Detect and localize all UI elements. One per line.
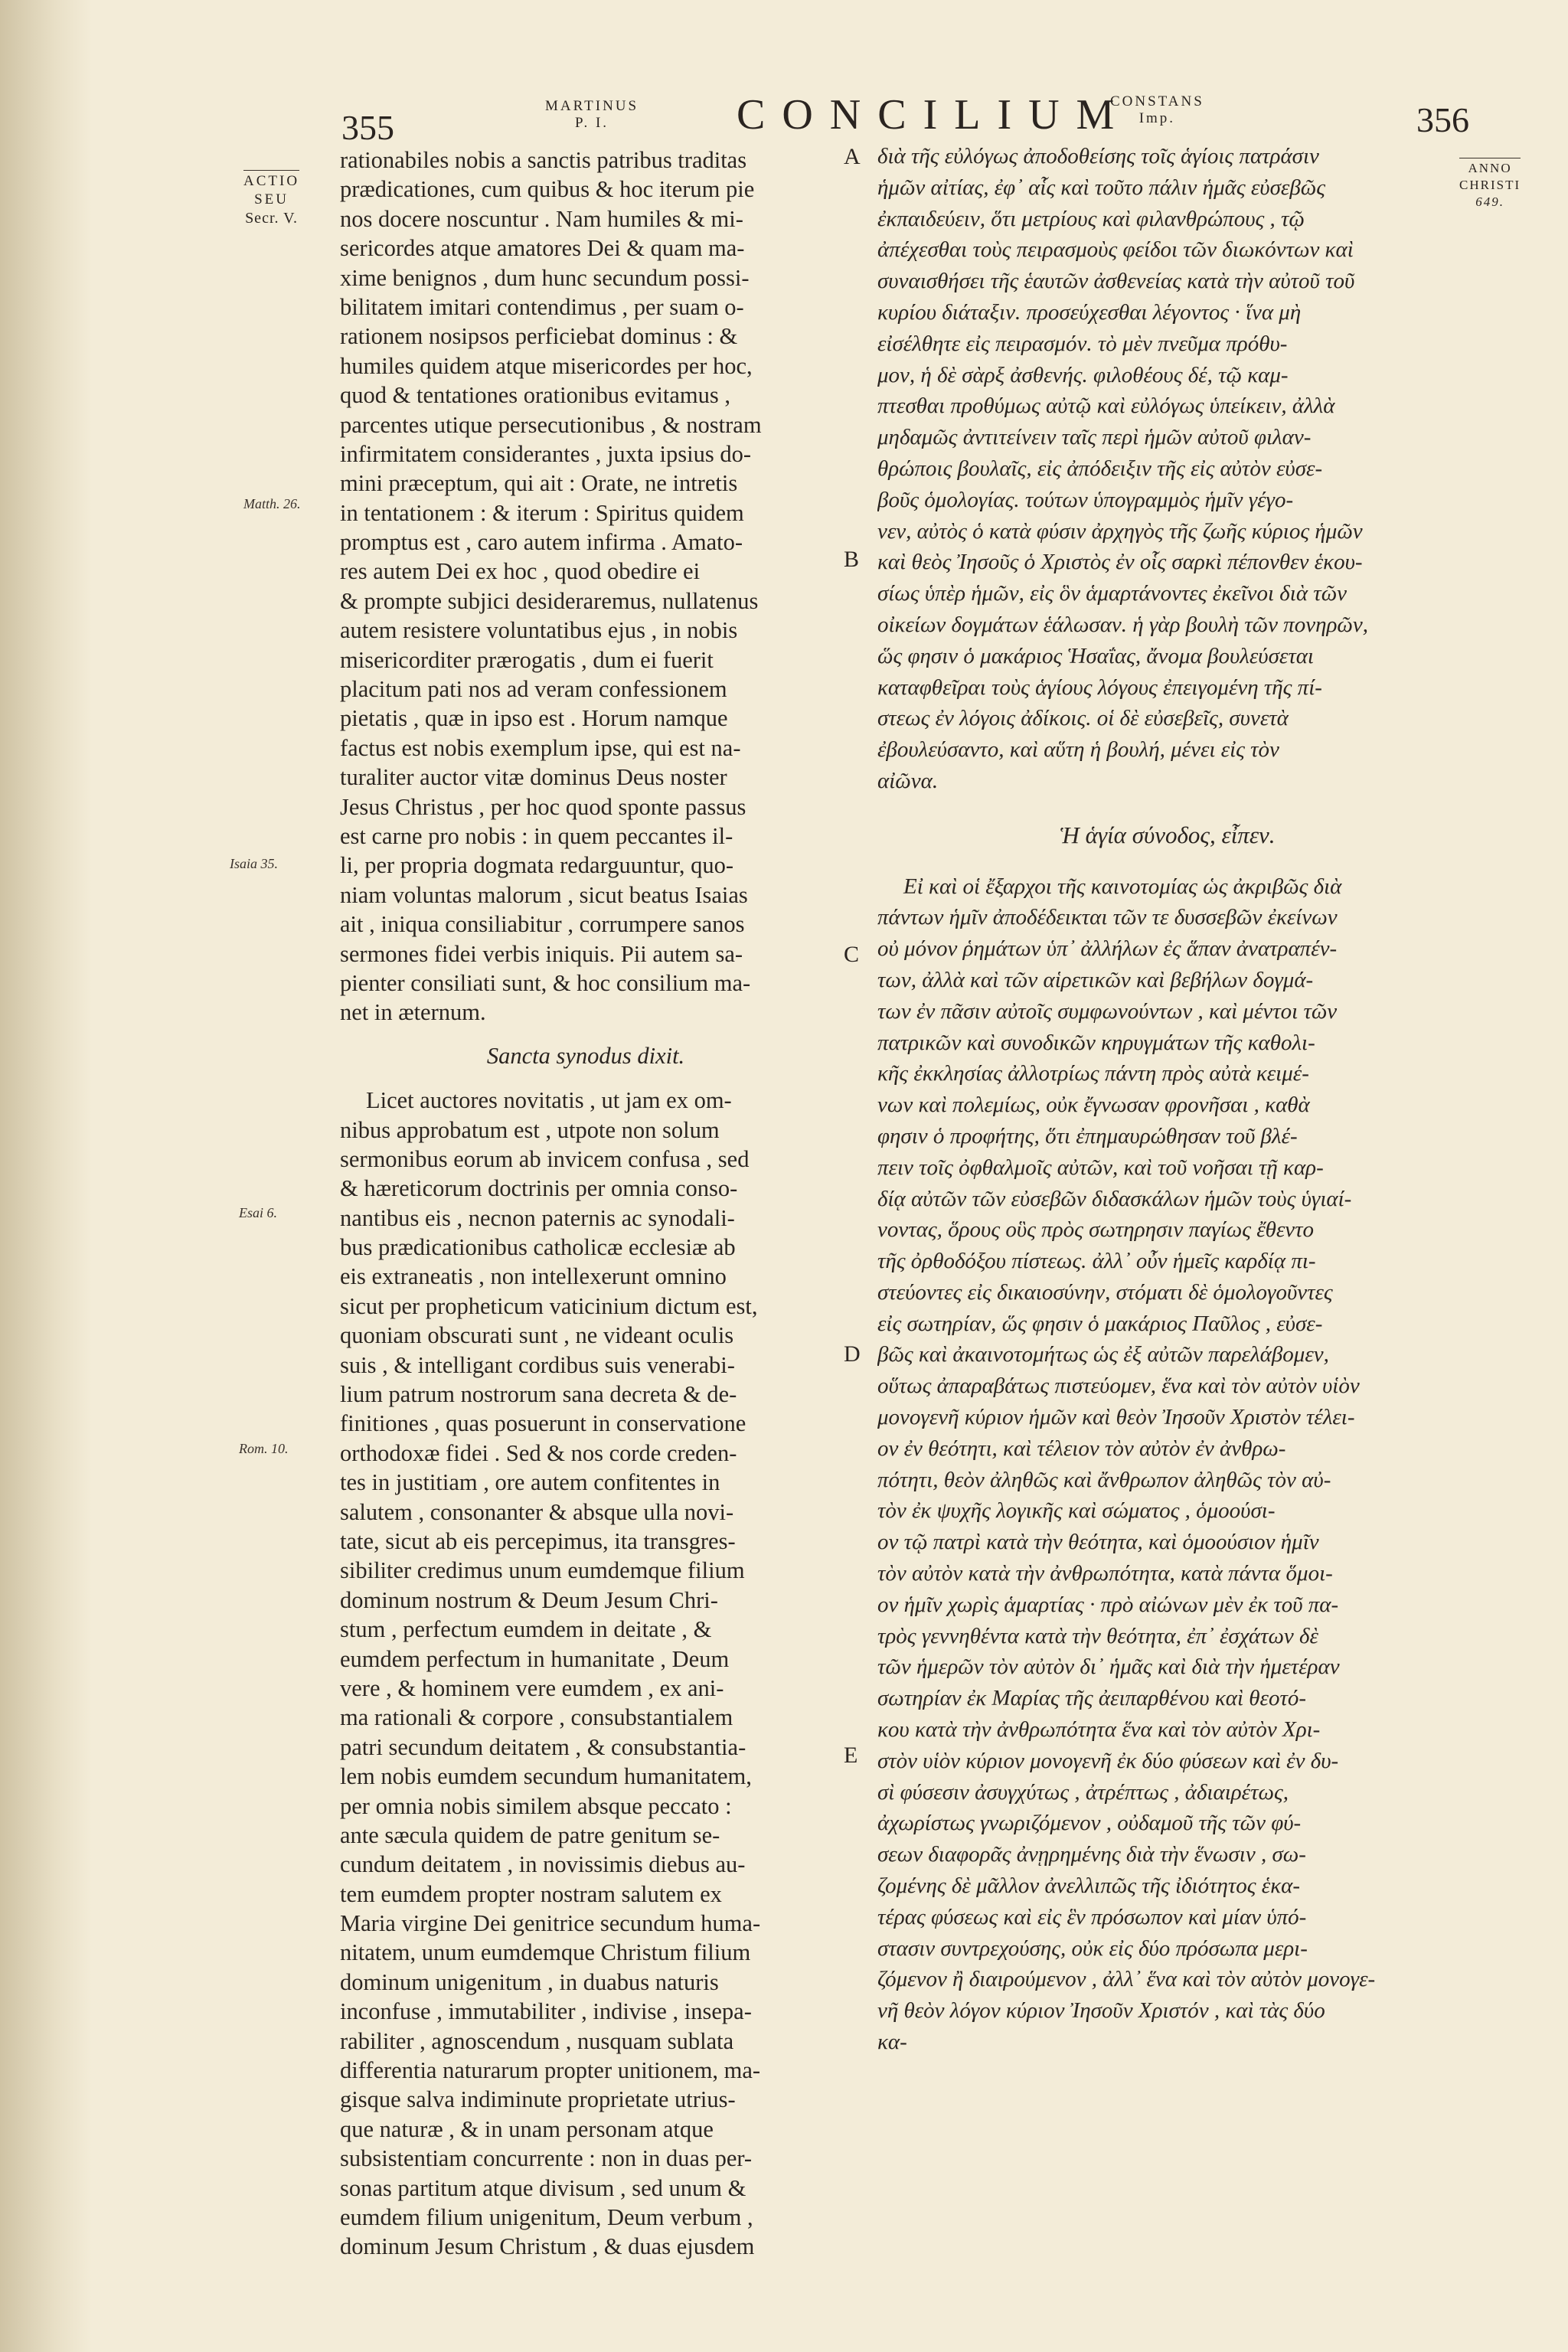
text-line: per omnia nobis similem absque peccato : <box>340 1792 732 1819</box>
text-line: κου κατὰ τὴν ἀνθρωπότητα ἕνα καὶ τὸν αὐτὸν Χρι- <box>877 1717 1321 1743</box>
text-line: que naturæ , & in unam personam atque <box>340 2115 714 2142</box>
text-line: διὰ τῆς εὐλόγως ἀποδοθείσης τοῖς ἁγίοις πατράσιν <box>877 144 1319 168</box>
text-line: dominum Jesum Christum , & duas ejusdem <box>340 2233 755 2260</box>
text-line: xime benignos , dum hunc secundum possi- <box>340 264 750 291</box>
text-line: dominum nostrum & Deum Jesum Chri- <box>340 1586 718 1613</box>
text-line: humiles quidem atque misericordes per hoc, <box>340 352 753 379</box>
text-line: κῆς ἐκκλησίας ἀλλοτρίως πάντη πρὸς αὐτὰ κειμέ- <box>877 1061 1309 1086</box>
text-line: οἰκείων δογμάτων ἑάλωσαν. ἡ γὰρ βουλὴ τῶν πονηρῶν, <box>877 612 1368 637</box>
text-line: ζομένης δὲ μᾶλλον ἀνελλιπῶς τῆς ἰδιότητος ἑκα- <box>877 1873 1301 1899</box>
text-line: & hæreticorum doctrinis per omnia conso- <box>340 1175 738 1202</box>
running-head-right-line1: CONSTANS <box>1110 93 1204 109</box>
binding-gutter <box>0 0 92 2352</box>
margin-note-rom: Rom. 10. <box>239 1441 289 1456</box>
text-line: βοῦς ὁμολογίας. τούτων ὑπογραμμὸς ἡμῖν γέγο- <box>877 487 1294 512</box>
text-line: ἡμῶν αἰτίας, ἐφ᾽ αἷς καὶ τοῦτο πάλιν ἡμᾶς εὐσεβῶς <box>877 175 1326 200</box>
latin-column <box>340 145 831 2262</box>
page-title: CONCILIUM <box>737 91 1132 139</box>
text-line: πάντων ἡμῖν ἀποδέδεικται τῶν τε δυσσεβῶν ἐκείνων <box>877 905 1338 930</box>
text-line: ὥς φησιν ὁ μακάριος Ἡσαΐας, ἄνομα βουλεύσεται <box>877 643 1314 668</box>
text-line: ζόμενον ἢ διαιρούμενον , ἀλλ᾽ ἕνα καὶ τὸν αὐτὸν μονογε- <box>877 1967 1376 1992</box>
text-line: Jesus Christus , per hoc quod sponte passus <box>340 793 746 820</box>
text-line: pietatis , quæ in ipso est . Horum namque <box>340 705 728 732</box>
text-line: καταφθεῖραι τοὺς ἁγίους λόγους ἐπειγομένη τῆς πί- <box>877 675 1322 700</box>
text-line: patri secundum deitatem , & consubstantia- <box>340 1733 746 1760</box>
text-line: ma rationali & corpore , consubstantialem <box>340 1704 733 1731</box>
running-head-right <box>1110 93 1204 127</box>
text-line: vere , & hominem vere eumdem , ex ani- <box>340 1674 724 1701</box>
text-line: νοντας, ὅρους οὓς πρὸς σωτηρησιν παγίως ἔθεντο <box>877 1217 1315 1243</box>
text-line: rationabiles nobis a sanctis patribus traditas <box>340 147 747 173</box>
text-line: δίᾳ αὐτῶν τῶν εὐσεβῶν διδασκάλων ἡμῶν τοὺς ὑγιαί- <box>877 1186 1352 1211</box>
text-line: cundum deitatem , in novissimis diebus au- <box>340 1851 746 1878</box>
text-line: καὶ θεὸς Ἰησοῦς ὁ Χριστὸς ἐν οἷς σαρκὶ πέπονθεν ἑκου- <box>877 550 1363 575</box>
text-line: suis , & intelligant cordibus suis venerabi- <box>340 1351 735 1378</box>
text-line: orthodoxæ fidei . Sed & nos corde creden- <box>340 1439 737 1466</box>
latin-paragraph-2 <box>340 1086 831 2262</box>
text-line: bilitatem imitari contendimus , per suam o- <box>340 293 744 320</box>
text-line: ον ἐν θεότητι, καὶ τέλειον τὸν αὐτὸν ἐν ἀνθρω- <box>877 1436 1286 1461</box>
text-line: sericordes atque amatores Dei & quam ma- <box>340 235 745 262</box>
margin-note-isaia: Isaia 35. <box>230 856 278 871</box>
text-line: stum , perfectum eumdem in deitate , & <box>340 1616 712 1643</box>
text-line: autem resistere voluntatibus ejus , in nobis <box>340 617 738 644</box>
text-line: mini præceptum, qui ait : Orate, ne intretis <box>340 470 738 497</box>
text-line: ante sæcula quidem de patre genitum se- <box>340 1821 720 1848</box>
anno-line3: 649. <box>1475 194 1504 209</box>
page-number-right: 356 <box>1416 100 1469 139</box>
text-line: lium patrum nostrorum sana decreta & de- <box>340 1381 737 1408</box>
text-line: gisque salva indiminute proprietate utrius- <box>340 2086 736 2113</box>
actio-line1: ACTIO <box>243 170 299 191</box>
text-line: στὸν υἱὸν κύριον μονογενῆ ἐκ δύο φύσεων καὶ ἐν δυ- <box>877 1748 1339 1773</box>
text-line: σωτηρίαν ἐκ Μαρίας τῆς ἀειπαρθένου καὶ θεοτό- <box>877 1686 1306 1711</box>
text-line: μον, ἡ δὲ σὰρξ ἀσθενής. φιλοθέους δέ, τῷ καμ- <box>877 362 1289 387</box>
text-line: τρὸς γεννηθέντα κατὰ τὴν θεότητα, ἐπ᾽ ἐσχάτων δὲ <box>877 1623 1318 1648</box>
anno-line2: CHRISTI <box>1459 178 1521 192</box>
text-line: sonas partitum atque divisum , sed unum & <box>340 2174 746 2201</box>
text-line: tate, sicut ab eis percepimus, ita transgres- <box>340 1527 736 1554</box>
text-line: εἰσέλθητε εἰς πειρασμόν. τὸ μὲν πνεῦμα πρόθυ- <box>877 331 1288 356</box>
text-line: ait , iniqua consiliabitur , corrumpere sanos <box>340 911 745 938</box>
text-line: νεν, αὐτὸς ὁ κατὰ φύσιν ἀρχηγὸς τῆς ζωῆς κύριος ἡμῶν <box>877 518 1363 544</box>
text-line: ἀχωρίστως γνωριζόμενον , οὐδαμοῦ τῆς τῶν φύ- <box>877 1811 1302 1836</box>
margin-note-esai: Esai 6. <box>239 1205 278 1220</box>
text-line: & prompte subjici desideraremus, nullatenus <box>340 587 759 614</box>
text-line: μονογενῆ κύριον ἡμῶν καὶ θεὸν Ἰησοῦν Χριστὸν τέλει- <box>877 1405 1355 1430</box>
text-line: lem nobis eumdem secundum humanitatem, <box>340 1763 752 1790</box>
text-line: rabiliter , agnoscendum , nusquam sublata <box>340 2027 734 2054</box>
section-letter-b: B <box>844 547 860 572</box>
greek-paragraph-2 <box>877 871 1458 2058</box>
text-line: subsistentiam concurrente : non in duas per- <box>340 2145 753 2172</box>
text-line: nitatem, unum eumdemque Christum filium <box>340 1939 751 1966</box>
anno-margin-label <box>1459 158 1521 211</box>
text-line: τέρας φύσεως καὶ εἰς ἓν πρόσωπον καὶ μίαν ὑπό- <box>877 1904 1307 1929</box>
text-line: ἀπέχεσθαι τοὺς πειρασμοὺς φείδοι τῶν διωκόντων καὶ <box>877 237 1354 263</box>
running-head-left-line2: P. I. <box>575 115 609 131</box>
running-head-right-line2: Imp. <box>1138 110 1176 126</box>
text-line: placitum pati nos ad veram confessionem <box>340 676 727 703</box>
text-line: βῶς καὶ ἀκαινοτομήτως ὡς ἐξ αὐτῶν παρελάβομεν, <box>877 1342 1329 1367</box>
text-line: infirmitatem considerantes , juxta ipsius do- <box>340 440 752 467</box>
text-line: parcentes utique persecutionibus , & nostram <box>340 411 762 438</box>
text-line: των, ἀλλὰ καὶ τῶν αἱρετικῶν καὶ βεβήλων δογμά- <box>877 967 1314 992</box>
text-line: Εἰ καὶ οἱ ἔξαρχοι τῆς καινοτομίας ὡς ἀκριβῶς διὰ <box>903 874 1342 899</box>
text-line: ον ἡμῖν χωρὶς ἁμαρτίας · πρὸ αἰώνων μὲν ἐκ τοῦ πα- <box>877 1592 1339 1617</box>
text-line: συναισθήσει τῆς ἑαυτῶν ἀσθενείας κατὰ τὴν αὐτοῦ τοῦ <box>877 269 1355 294</box>
latin-paragraph-1 <box>340 145 831 1027</box>
text-line: nos docere noscuntur . Nam humiles & mi- <box>340 205 743 232</box>
text-line: turaliter auctor vitæ dominus Deus noster <box>340 764 727 791</box>
text-line: rationem nosipsos perficiebat dominus : & <box>340 323 738 350</box>
text-line: ἐβουλεύσαντο, καὶ αὕτη ἡ βουλή, μένει εἰς τὸν <box>877 737 1279 763</box>
actio-line2: SEU <box>254 191 289 207</box>
text-line: eumdem filium unigenitum, Deum verbum , <box>340 2203 753 2230</box>
anno-line1: ANNO <box>1468 161 1512 175</box>
section-letter-d: D <box>844 1341 861 1367</box>
text-line: στεως ἐν λόγοις ἀδίκοις. οἱ δὲ εὐσεβεῖς, συνετὰ <box>877 706 1289 731</box>
text-line: nibus approbatum est , utpote non solum <box>340 1116 720 1143</box>
text-line: sibiliter credimus unum eumdemque filium <box>340 1557 745 1584</box>
text-line: στεύοντες εἰς δικαιοσύνην, στόματι δὲ ὁμολογοῦντες <box>877 1279 1333 1305</box>
text-line: sermones fidei verbis iniquis. Pii autem sa- <box>340 940 743 967</box>
text-line: pienter consiliati sunt, & hoc consilium ma- <box>340 969 751 996</box>
text-line: νῆ θεὸν λόγον κύριον Ἰησοῦν Χριστόν , καὶ τὰς δύο <box>877 1998 1325 2024</box>
text-line: li, per propria dogmata redarguuntur, quo- <box>340 852 734 879</box>
text-line: τῶν ἡμερῶν τὸν αὐτὸν δι᾽ ἡμᾶς καὶ διὰ τὴν ἡμετέραν <box>877 1655 1340 1680</box>
text-line: κυρίου διάταξιν. προσεύχεσθαι λέγοντος · ἵνα μὴ <box>877 299 1302 325</box>
section-letter-a: A <box>844 144 861 169</box>
text-line: των ἐν πᾶσιν αὐτοῖς συμφωνούντων , καὶ μέντοι τῶν <box>877 998 1338 1024</box>
text-line: τὸν ἐκ ψυχῆς λογικῆς καὶ σώματος , ὁμοούσι- <box>877 1498 1276 1524</box>
text-line: quod & tentationes orationibus evitamus , <box>340 382 730 409</box>
text-line: nantibus eis , necnon paternis ac synodali- <box>340 1204 735 1231</box>
text-line: φησιν ὁ προφήτης, ὅτι ἐπημαυρώθησαν τοῦ βλέ- <box>877 1123 1298 1148</box>
text-line: promptus est , caro autem infirma . Amato- <box>340 529 743 556</box>
text-line: πατρικῶν καὶ συνοδικῶν κηρυγμάτων τῆς καθολι- <box>877 1030 1315 1055</box>
greek-paragraph-1 <box>877 141 1458 797</box>
text-line: differentia naturarum propter unitionem, ma- <box>340 2057 761 2084</box>
text-line: quoniam obscurati sunt , ne videant oculis <box>340 1322 734 1349</box>
text-line: στασιν συντρεχούσης, οὐκ εἰς δύο πρόσωπα μερι- <box>877 1936 1308 1961</box>
text-line: bus prædicationibus catholicæ ecclesiæ ab <box>340 1234 736 1261</box>
text-line: inconfuse , immutabiliter , indivise , insepa- <box>340 1998 752 2025</box>
text-line: in tentationem : & iterum : Spiritus quidem <box>340 499 744 526</box>
text-line: μηδαμῶς ἀντιτείνειν ταῖς περὶ ἡμῶν αὐτοῦ φιλαν- <box>877 425 1312 450</box>
text-line: πτεσθαι προθύμως αὐτῷ καὶ εὐλόγως ὑπείκειν, ἀλλὰ <box>877 394 1335 419</box>
text-line: dominum unigenitum , in duabus naturis <box>340 1968 719 1995</box>
text-line: κα- <box>877 2030 907 2055</box>
text-line: Maria virgine Dei genitrice secundum huma- <box>340 1910 761 1937</box>
section-letter-c: C <box>844 942 860 967</box>
margin-note-matth: Matth. 26. <box>243 496 301 511</box>
text-line: niam voluntas malorum , sicut beatus Isaias <box>340 881 748 908</box>
running-head-left-line1: MARTINUS <box>545 98 639 114</box>
text-line: σίως ὑπὲρ ἡμῶν, εἰς ὃν ἁμαρτάνοντες ἐκεῖνοι διὰ τῶν <box>877 581 1348 606</box>
text-line: τὸν αὐτὸν κατὰ τὴν ἀνθρωπότητα, κατὰ πάντα ὅμοι- <box>877 1561 1333 1586</box>
text-line: tem eumdem propter nostram salutem ex <box>340 1880 722 1907</box>
text-line: σὶ φύσεσιν ἀσυγχύτως , ἀτρέπτως , ἀδιαιρέτως, <box>877 1779 1289 1805</box>
text-line: est carne pro nobis : in quem peccantes il- <box>340 822 733 849</box>
text-line: res autem Dei ex hoc , quod obedire ei <box>340 558 701 585</box>
text-line: eumdem perfectum in humanitate , Deum <box>340 1645 730 1672</box>
text-line: eis extraneatis , non intellexerunt omnino <box>340 1263 727 1290</box>
text-line: misericorditer prærogatis , dum ei fuerit <box>340 646 714 673</box>
text-line: νων καὶ πολεμίως, οὐκ ἔγνωσαν φρονῆσαι , καθὰ <box>877 1093 1310 1118</box>
text-line: Licet auctores novitatis , ut jam ex om- <box>366 1087 732 1114</box>
text-line: οὐ μόνον ῥημάτων ὑπ᾽ ἀλλήλων ἐς ἅπαν ἀνατραπέν- <box>877 936 1338 962</box>
section-letter-e: E <box>844 1743 858 1768</box>
text-line: σεων διαφορᾶς ἀνῃρημένης διὰ τὴν ἕνωσιν , σω- <box>877 1842 1306 1867</box>
text-line: οὕτως ἀπαραβάτως πιστεύομεν, ἕνα καὶ τὸν αὐτὸν υἱὸν <box>877 1374 1360 1399</box>
text-line: factus est nobis exemplum ipse, qui est na- <box>340 734 741 761</box>
text-line: tes in justitiam , ore autem confitentes in <box>340 1469 720 1496</box>
text-line: finitiones , quas posuerunt in conservatione <box>340 1410 746 1437</box>
greek-heading: Ἡ ἁγία σύνοδος, εἶπεν. <box>1060 821 1276 848</box>
text-line: πότητι, θεὸν ἀληθῶς καὶ ἄνθρωπον ἀληθῶς τὸν αὐ- <box>877 1467 1331 1492</box>
text-line: ἐκπαιδεύειν, ὅτι μετρίους καὶ φιλανθρώπους , τῷ <box>877 206 1305 231</box>
text-line: θρώποις βουλαῖς, εἰς ἀπόδειξιν τῆς εἰς αὐτὸν εὐσε- <box>877 456 1323 481</box>
text-line: sicut per propheticum vaticinium dictum est, <box>340 1292 758 1319</box>
text-line: sermonibus eorum ab invicem confusa , sed <box>340 1145 750 1172</box>
running-head-left <box>545 98 639 132</box>
latin-heading: Sancta synodus dixit. <box>486 1042 685 1069</box>
text-line: net in æternum. <box>340 999 486 1026</box>
actio-margin-label <box>243 170 299 227</box>
text-line: prædicationes, cum quibus & hoc iterum pie <box>340 176 755 203</box>
greek-column <box>877 141 1458 2058</box>
text-line: εἰς σωτηρίαν, ὥς φησιν ὁ μακάριος Παῦλος , εὐσε- <box>877 1311 1323 1336</box>
text-line: τῆς ὀρθοδόξου πίστεως. ἀλλ᾽ οὖν ἡμεῖς καρδίᾳ πι- <box>877 1249 1316 1274</box>
text-line: salutem , consonanter & absque ulla novi- <box>340 1498 734 1525</box>
actio-line3: Secr. V. <box>245 210 298 227</box>
page-number-left: 355 <box>341 108 394 147</box>
text-line: ον τῷ πατρὶ κατὰ τὴν θεότητα, καὶ ὁμοούσιον ἡμῖν <box>877 1530 1319 1555</box>
text-line: πειν τοῖς ὀφθαλμοῖς αὐτῶν, καὶ τοῦ νοῆσαι τῇ καρ- <box>877 1155 1324 1180</box>
text-line: αἰῶνα. <box>877 768 939 793</box>
